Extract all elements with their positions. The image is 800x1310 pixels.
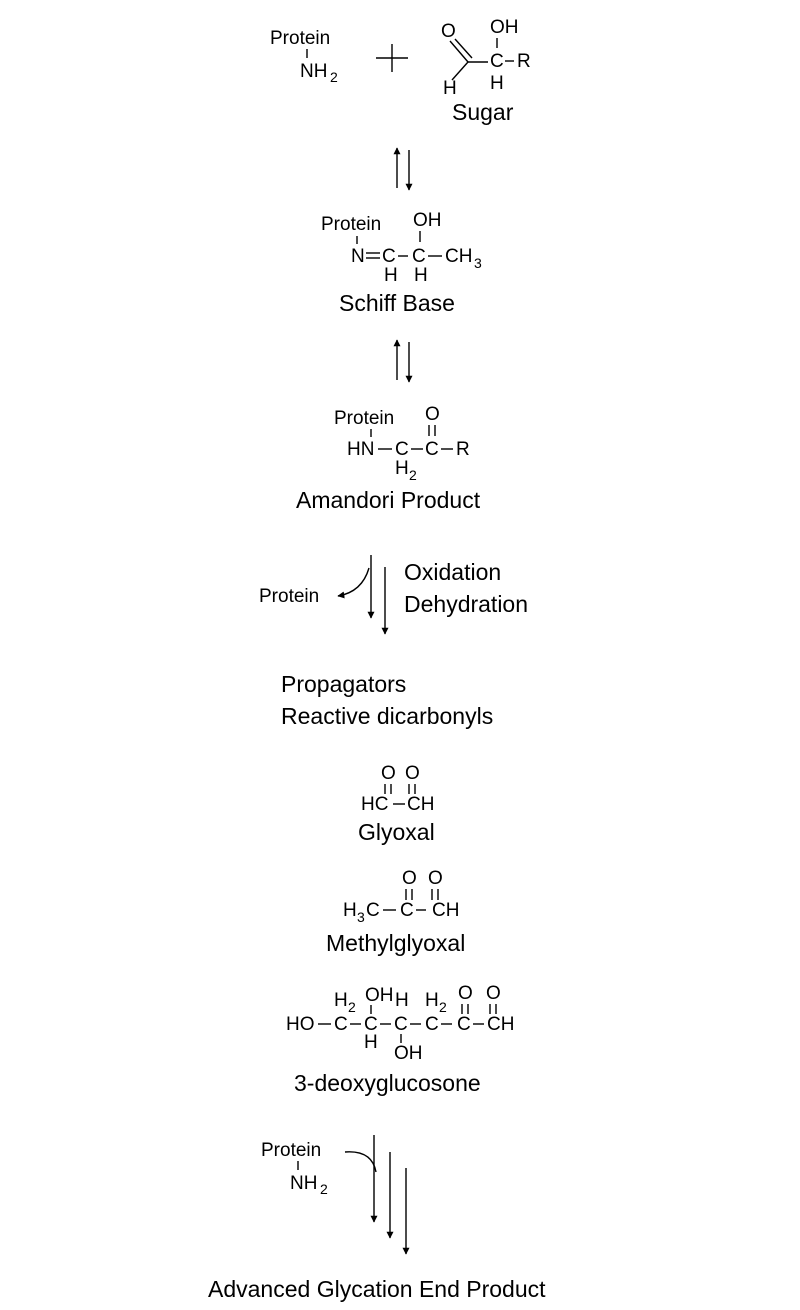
label-reactive-dicarbonyls: Reactive dicarbonyls xyxy=(281,703,494,729)
schiff-base-structure xyxy=(321,210,482,286)
atom-o: O xyxy=(458,983,473,1004)
subscript: 2 xyxy=(439,999,447,1015)
atom-protein: Protein xyxy=(261,1140,322,1161)
label-3-deoxyglucosone: 3-deoxyglucosone xyxy=(294,1070,481,1096)
atom-h: H xyxy=(490,73,504,94)
label-glyoxal: Glyoxal xyxy=(358,819,435,845)
atom-hn: HN xyxy=(347,439,375,460)
label-oxidation: Oxidation xyxy=(404,559,502,585)
plus-sign xyxy=(376,44,408,72)
subscript: 2 xyxy=(409,467,417,483)
atom-h: H xyxy=(395,990,409,1011)
atom-o: O xyxy=(381,763,396,784)
atom-ch: CH xyxy=(487,1014,515,1035)
atom-o: O xyxy=(405,763,420,784)
label-amadori-product: Amandori Product xyxy=(296,487,481,513)
methylglyoxal-structure xyxy=(343,868,459,925)
atom-c: C xyxy=(394,1014,408,1035)
atom-n: N xyxy=(351,246,365,267)
atom-o: O xyxy=(428,868,443,889)
subscript: 2 xyxy=(320,1181,328,1197)
subscript: 3 xyxy=(357,909,365,925)
amadori-structure xyxy=(334,404,470,483)
atom-protein: Protein xyxy=(334,408,395,429)
atom-oh: OH xyxy=(490,17,519,38)
subscript: 2 xyxy=(348,999,356,1015)
label-methylglyoxal: Methylglyoxal xyxy=(326,930,466,956)
atom-c: C xyxy=(412,246,426,267)
protein-attack-arrow xyxy=(345,1152,376,1172)
atom-ch: CH xyxy=(432,900,460,921)
atom-h: H xyxy=(414,265,428,286)
atom-ch: CH xyxy=(445,246,473,267)
atom-c: C xyxy=(425,439,439,460)
sugar-structure xyxy=(441,17,531,99)
atom-c: C xyxy=(366,900,380,921)
atom-h: H xyxy=(343,900,357,921)
glyoxal-structure xyxy=(361,763,434,815)
label-schiff-base: Schiff Base xyxy=(339,290,455,316)
atom-oh: OH xyxy=(394,1043,423,1064)
atom-c: C xyxy=(334,1014,348,1035)
protein-release-arrow xyxy=(338,568,369,596)
subscript: 3 xyxy=(474,255,482,271)
protein-amine xyxy=(270,28,338,85)
atom-ho: HO xyxy=(286,1014,315,1035)
atom-nh: NH xyxy=(300,61,328,82)
atom-c: C xyxy=(364,1014,378,1035)
atom-h: H xyxy=(364,1032,378,1053)
equilibrium-arrows xyxy=(397,340,409,382)
atom-c: C xyxy=(395,439,409,460)
label-protein-released: Protein xyxy=(259,586,320,607)
atom-h: H xyxy=(334,990,348,1011)
subscript: 2 xyxy=(330,69,338,85)
atom-c: C xyxy=(382,246,396,267)
atom-c: C xyxy=(425,1014,439,1035)
atom-protein: Protein xyxy=(321,214,382,235)
label-sugar: Sugar xyxy=(452,99,514,125)
protein-amine-final xyxy=(261,1140,328,1197)
atom-o: O xyxy=(425,404,440,425)
deoxyglucosone-structure xyxy=(286,983,514,1064)
atom-h: H xyxy=(395,458,409,479)
label-advanced-glycation-end-product: Advanced Glycation End Product xyxy=(208,1276,546,1302)
atom-h: H xyxy=(384,265,398,286)
atom-r: R xyxy=(456,439,470,460)
atom-nh: NH xyxy=(290,1173,318,1194)
atom-protein: Protein xyxy=(270,28,331,49)
atom-oh: OH xyxy=(365,985,394,1006)
atom-o: O xyxy=(402,868,417,889)
equilibrium-arrows xyxy=(397,148,409,190)
oxidation-arrows xyxy=(338,555,385,634)
label-dehydration: Dehydration xyxy=(404,591,529,617)
atom-c: C xyxy=(490,51,504,72)
label-propagators: Propagators xyxy=(281,671,407,697)
atom-o: O xyxy=(486,983,501,1004)
atom-r: R xyxy=(517,51,531,72)
atom-c: C xyxy=(400,900,414,921)
atom-hc: HC xyxy=(361,794,389,815)
atom-h: H xyxy=(425,990,439,1011)
atom-o: O xyxy=(441,21,456,42)
atom-oh: OH xyxy=(413,210,442,231)
atom-c: C xyxy=(457,1014,471,1035)
atom-h: H xyxy=(443,78,457,99)
age-formation-arrows xyxy=(345,1135,406,1254)
atom-ch: CH xyxy=(407,794,435,815)
